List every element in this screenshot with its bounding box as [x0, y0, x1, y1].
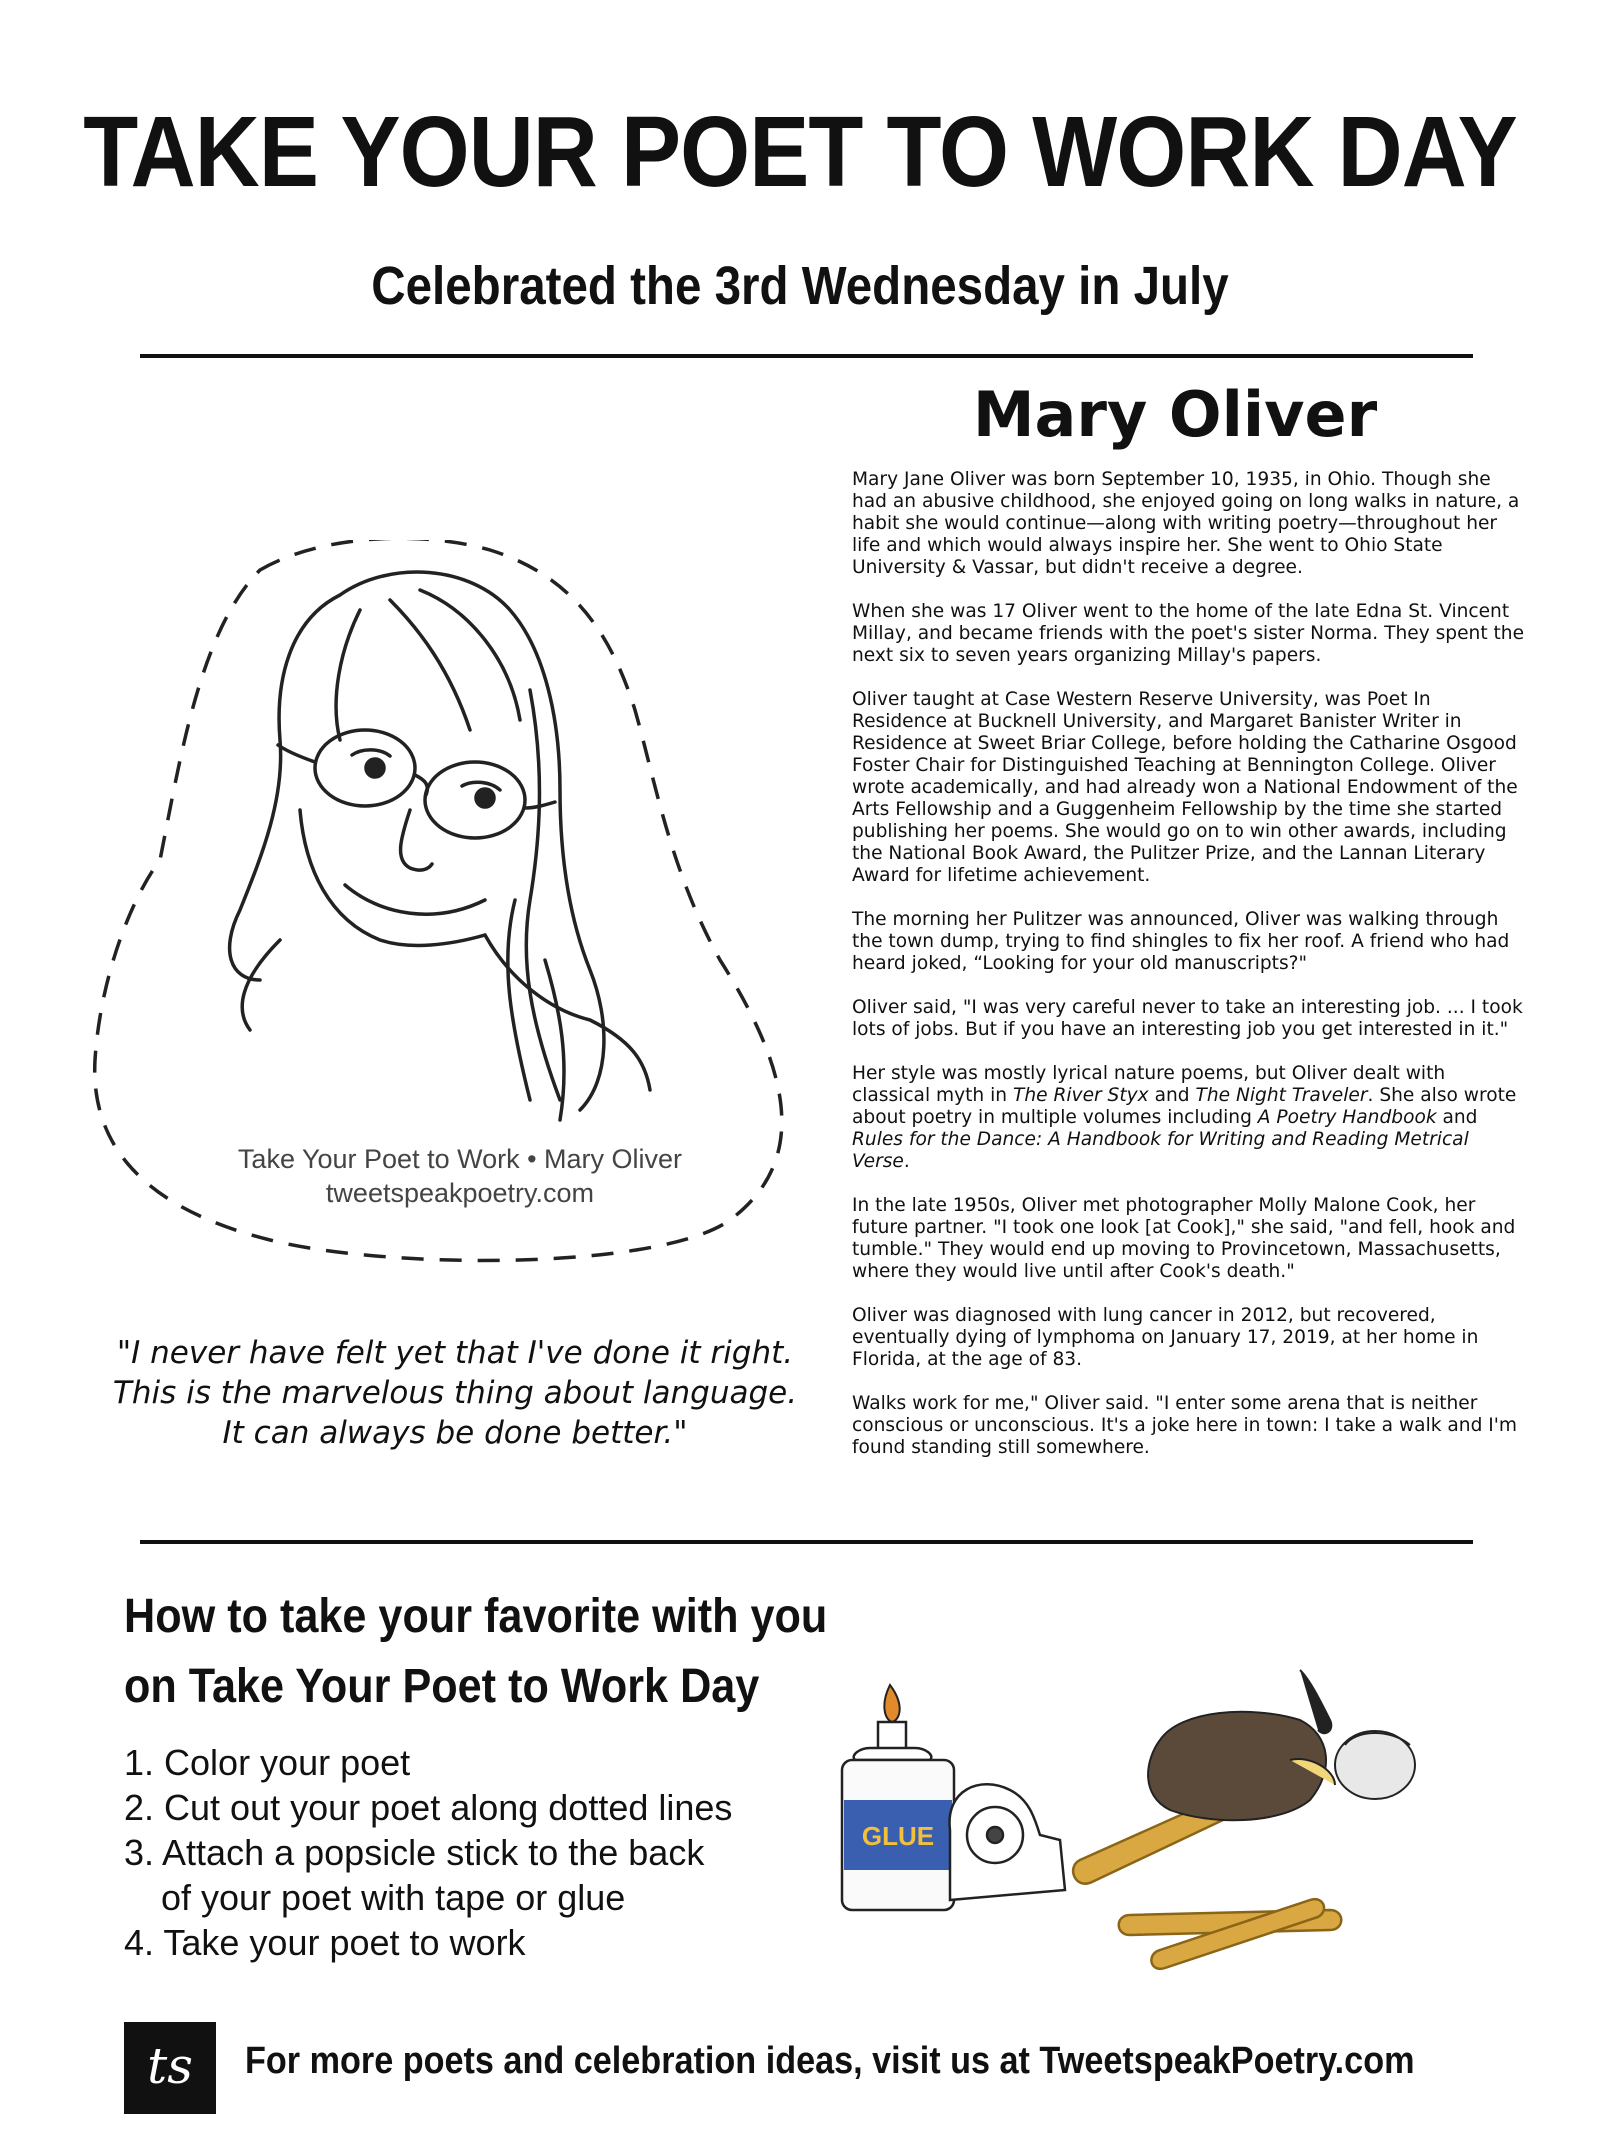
- step-color: 1. Color your poet: [124, 1742, 411, 1783]
- bio-style-text: and: [1436, 1107, 1478, 1128]
- howto-steps: [124, 1740, 844, 1965]
- quote-line: It can always be done better.": [222, 1415, 688, 1451]
- glue-label: GLUE: [861, 1821, 935, 1851]
- footer-call-to-action: For more poets and celebration ideas, visit us at TweetspeakPoetry.com: [245, 2040, 1415, 2082]
- howto-heading-line: How to take your favorite with you: [124, 1590, 828, 1643]
- bio-paragraph-partner: In the late 1950s, Oliver met photographer Molly Malone Cook, her future partner. "I took one look [at Cook]," she said, "and fell, hook and tumble." They would end up moving to Provincetown, Massachusetts, where they would live until after Cook's death.": [852, 1195, 1516, 1282]
- howto-heading-line: on Take Your Poet to Work Day: [124, 1660, 760, 1713]
- bio-paragraph-jobs: Oliver said, "I was very careful never to take an interesting job. ... I took lots of jobs. But if you have an interesting job you get interested in it.": [852, 997, 1523, 1040]
- poet-name: Mary Oliver: [972, 378, 1378, 451]
- bottom-divider: [140, 1540, 1473, 1544]
- poet-portrait-cutout: [90, 540, 830, 1270]
- bio-paragraph-teaching: Oliver taught at Case Western Reserve University, was Poet In Residence at Bucknell University, and Margaret Banister Writer in Residence at Sweet Briar College, before holding the Catharine Osgood Foster Chair for Distinguished Teaching at Bennington College. Oliver wrote academically, and had already won a National Endowment of the Arts Fellowship and a Guggenheim Fellowship by the time she started publishing her poems. She would go on to win other awards, including the National Book Award, the Pulitzer Prize, and the Lannan Literary Award for lifetime achievement.: [852, 689, 1518, 886]
- book-title-night-traveler: The Night Traveler: [1195, 1085, 1368, 1106]
- step-attach: 3. Attach a popsicle stick to the back: [124, 1832, 705, 1873]
- craft-supplies-illustration: [830, 1660, 1530, 1990]
- poet-biography: [852, 469, 1528, 1481]
- bio-style-text: .: [903, 1151, 910, 1172]
- howto-heading: [124, 1582, 934, 1722]
- book-title-poetry-handbook: A Poetry Handbook: [1257, 1107, 1437, 1128]
- top-divider: [140, 354, 1473, 358]
- bio-style-text: . She also wrote about poetry in multiple volumes including: [852, 1085, 1517, 1128]
- page-title: TAKE YOUR POET TO WORK DAY: [83, 96, 1517, 208]
- bio-paragraph-millay: When she was 17 Oliver went to the home of the late Edna St. Vincent Millay, and became friends with the poet's sister Norma. They spent the next six to seven years organizing Millay's papers.: [852, 601, 1525, 666]
- bio-paragraph-death: Oliver was diagnosed with lung cancer in 2012, but recovered, eventually dying of lymphoma on January 17, 2019, at her home in Florida, at the age of 83.: [852, 1305, 1479, 1370]
- quote-line: "I never have felt yet that I've done it right.: [116, 1335, 794, 1371]
- bio-paragraph-birth: Mary Jane Oliver was born September 10, 1935, in Ohio. Though she had an abusive childhood, she enjoyed going on long walks in nature, a habit she would continue—along with writing poetry—throughout her life and which would always inspire her. She went to Ohio State University & Vassar, but didn't receive a degree.: [852, 469, 1520, 578]
- bio-paragraph-pulitzer: The morning her Pulitzer was announced, Oliver was walking through the town dump, trying to find shingles to fix her roof. A friend who had heard joked, “Looking for your old manuscripts?": [852, 909, 1510, 974]
- step-cut: 2. Cut out your poet along dotted lines: [124, 1787, 733, 1828]
- quote-line: This is the marvelous thing about language.: [112, 1375, 798, 1411]
- portrait-caption-title: Take Your Poet to Work • Mary Oliver: [237, 1144, 683, 1174]
- page-subtitle: Celebrated the 3rd Wednesday in July: [371, 256, 1229, 316]
- tweetspeak-logo: ts: [124, 2022, 216, 2114]
- bio-paragraph-style: [852, 1063, 1528, 1173]
- tape-dispenser-icon: [950, 1784, 1065, 1900]
- step-attach-continued: of your poet with tape or glue: [161, 1877, 626, 1918]
- book-title-river-styx: The River Styx: [1012, 1085, 1149, 1106]
- portrait-caption-url: tweetspeakpoetry.com: [325, 1178, 595, 1208]
- bio-style-text: and: [1148, 1085, 1196, 1106]
- bio-paragraph-walks: Walks work for me," Oliver said. "I enter some arena that is neither conscious or unconscious. It's a joke here in town: I take a walk and I'm found standing still somewhere.: [852, 1393, 1518, 1458]
- poet-quote: [90, 1333, 820, 1453]
- poet-puppet-icon: [1148, 1670, 1415, 1820]
- book-title-rules-for-the-dance: Rules for the Dance: A Handbook for Writing and Reading Metrical Verse: [852, 1129, 1469, 1172]
- step-take: 4. Take your poet to work: [124, 1922, 526, 1963]
- glue-bottle-icon: [842, 1685, 954, 1910]
- bio-style-text: Her style was mostly lyrical nature poems, but Oliver dealt with classical myth in: [852, 1063, 1446, 1106]
